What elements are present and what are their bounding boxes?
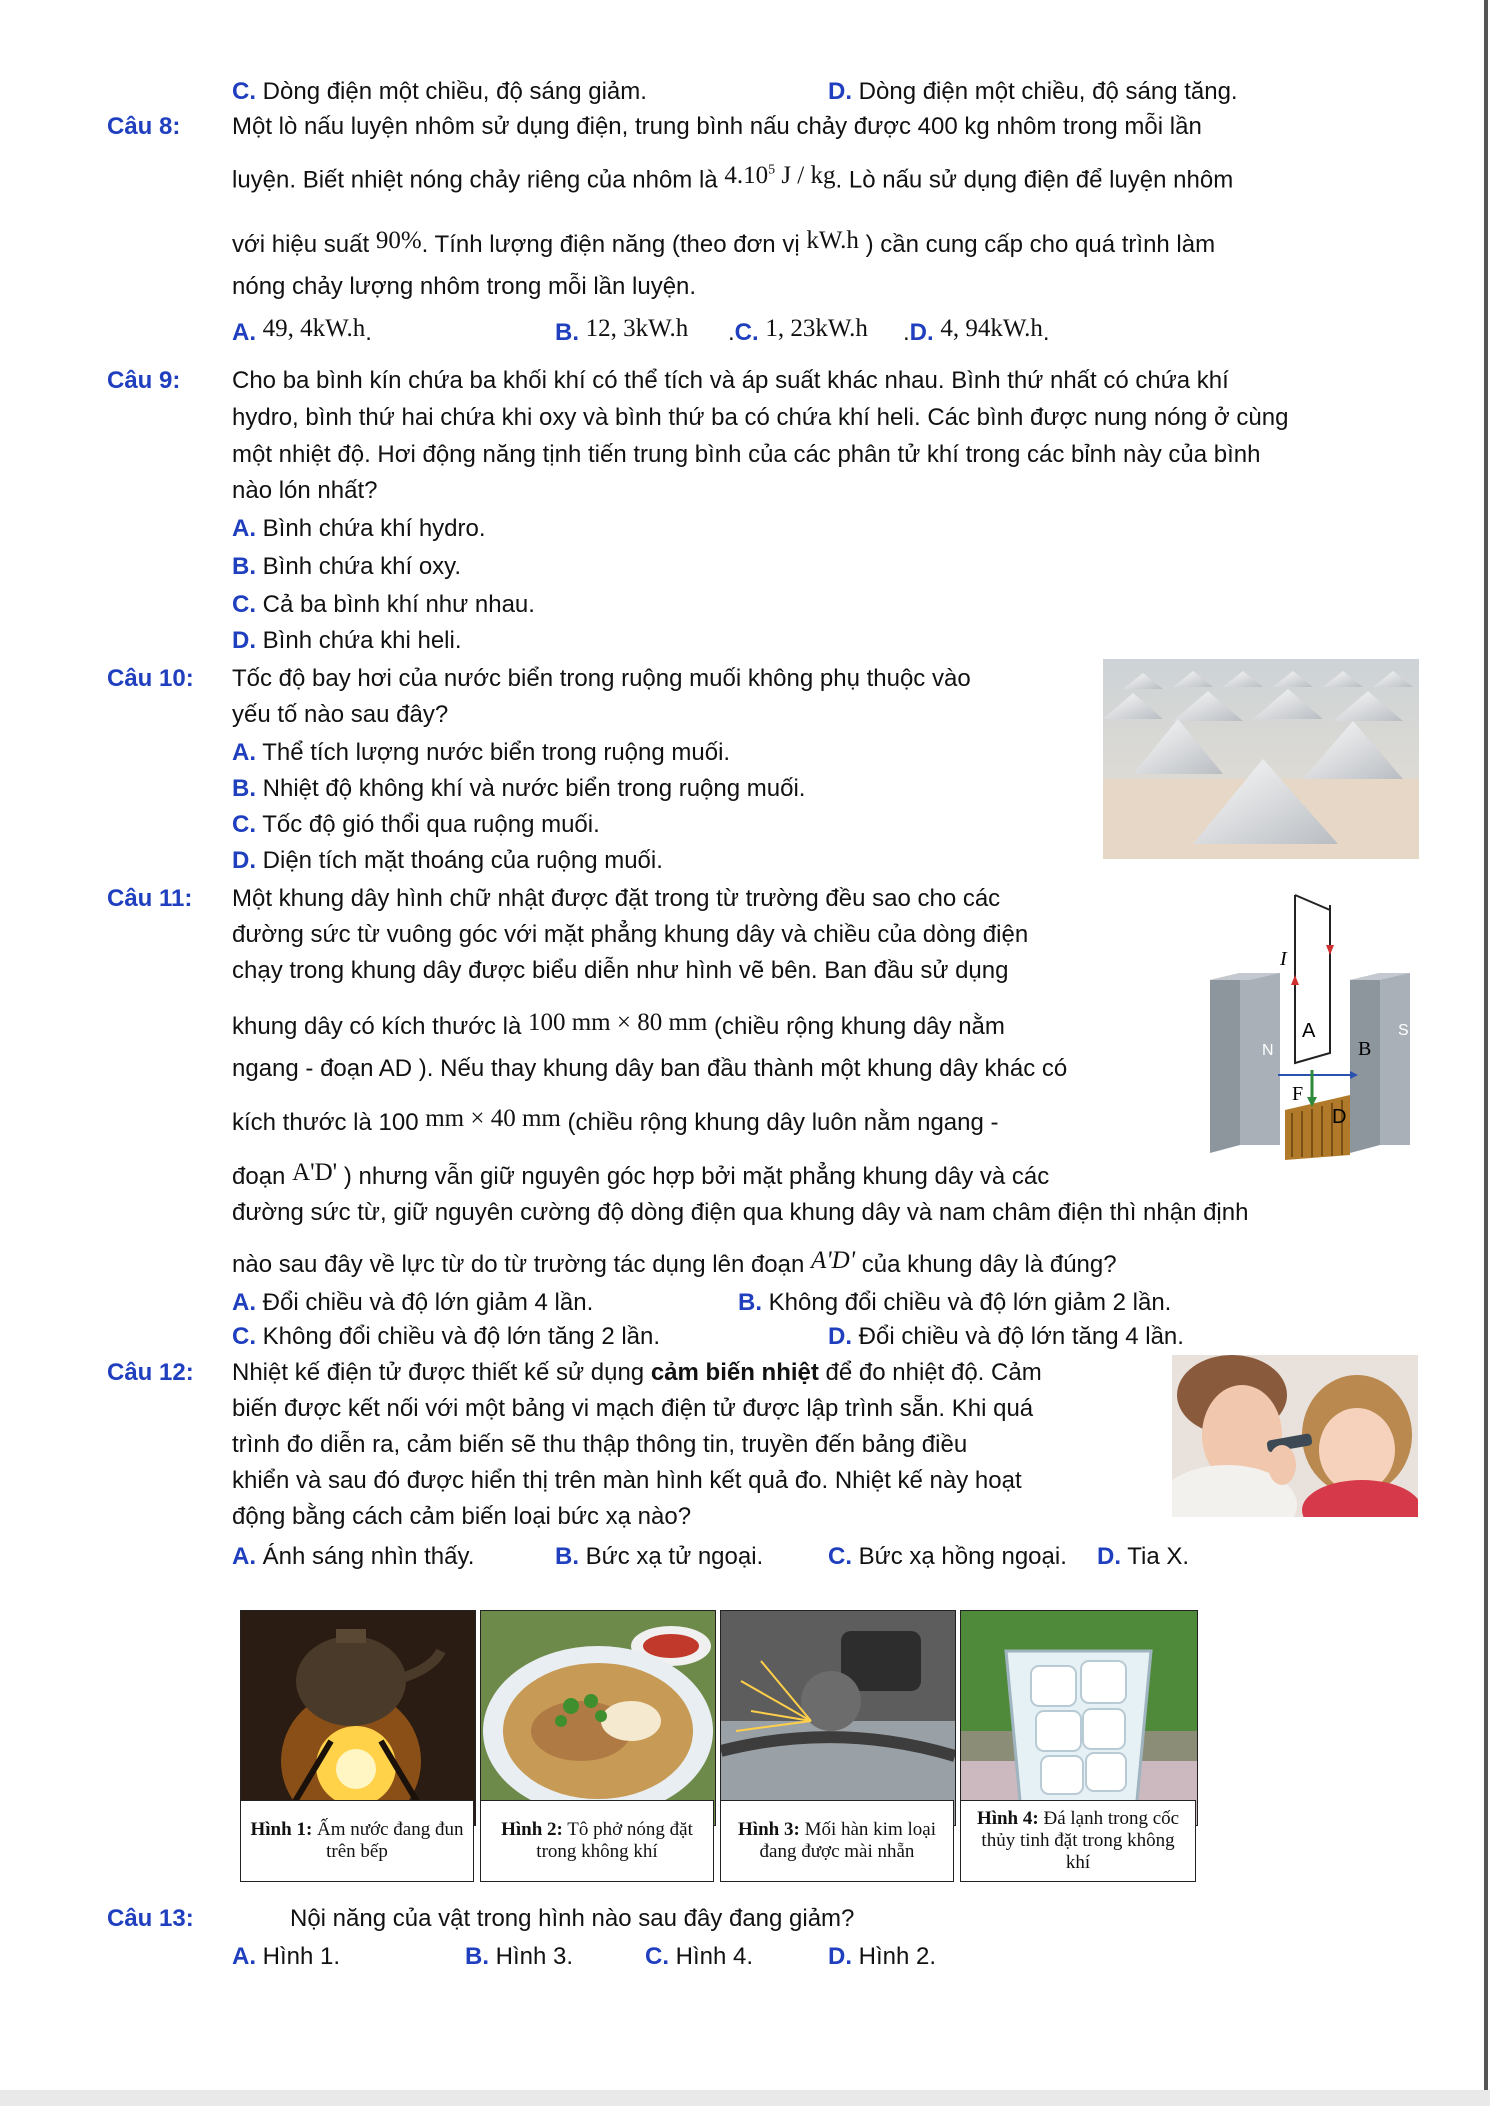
q11-option-c[interactable]: C. Không đổi chiều và độ lớn tăng 2 lần. bbox=[232, 1323, 661, 1350]
q8-option-d[interactable]: .D. 4, 94kW.h. bbox=[903, 315, 1050, 346]
q10-option-b[interactable]: B. Nhiệt độ không khí và nước biển trong ruộng muối. bbox=[232, 775, 806, 802]
q11-line: chạy trong khung dây được biểu diễn như hình vẽ bên. Ban đầu sử dụng bbox=[232, 957, 1009, 984]
q11-option-a[interactable]: A. Đổi chiều và độ lớn giảm 4 lần. bbox=[232, 1289, 594, 1316]
q8-option-a[interactable]: A. 49, 4kW.h. bbox=[232, 315, 372, 346]
q13-option-a[interactable]: A. Hình 1. bbox=[232, 1943, 341, 1970]
label-current: I bbox=[1280, 948, 1287, 970]
q8-line: nóng chảy lượng nhôm trong mỗi lần luyện. bbox=[232, 273, 697, 300]
q12-label: Câu 12: bbox=[107, 1359, 194, 1386]
q11-line: nào sau đây về lực từ do từ trường tác dụng lên đoạn A'D' của khung dây là đúng? bbox=[232, 1247, 1117, 1278]
q11-line: kích thước là 100 mm × 40 mm (chiều rộng khung dây luôn nằm ngang - bbox=[232, 1105, 999, 1136]
figure-2-caption: Hình 2: Tô phở nóng đặt trong không khí bbox=[480, 1800, 714, 1882]
figure-2-pho bbox=[480, 1610, 716, 1826]
salt-field-photo bbox=[1103, 659, 1419, 859]
q11-line: đường sức từ vuông góc với mặt phẳng khung dây và chiều của dòng điện bbox=[232, 921, 1029, 948]
label-a: A bbox=[1302, 1020, 1316, 1042]
q10-line: Tốc độ bay hơi của nước biển trong ruộng muối không phụ thuộc vào bbox=[232, 665, 971, 692]
q9-line: nào lón nhất? bbox=[232, 477, 378, 504]
q10-option-c[interactable]: C. Tốc độ gió thổi qua ruộng muối. bbox=[232, 811, 600, 838]
q8-option-c[interactable]: .C. 1, 23kW.h bbox=[728, 315, 868, 346]
q12-option-d[interactable]: D. Tia X. bbox=[1097, 1543, 1190, 1570]
q9-option-b[interactable]: B. Bình chứa khí oxy. bbox=[232, 553, 462, 580]
q11-option-d[interactable]: D. Đổi chiều và độ lớn tăng 4 lần. bbox=[828, 1323, 1184, 1350]
q13-option-b[interactable]: B. Hình 3. bbox=[465, 1943, 574, 1970]
label-south: S bbox=[1398, 1022, 1409, 1039]
q12-line: khiển và sau đó được hiển thị trên màn hình kết quả đo. Nhiệt kế này hoạt bbox=[232, 1467, 1022, 1494]
q9-line: hydro, bình thứ hai chứa khi oxy và bình thứ ba có chứa khí heli. Các bình được nung nóng ở cùng bbox=[232, 404, 1289, 431]
q12-option-a[interactable]: A. Ánh sáng nhìn thấy. bbox=[232, 1543, 475, 1570]
q9-option-c[interactable]: C. Cả ba bình khí như nhau. bbox=[232, 591, 535, 618]
q11-line: đoạn A'D' ) nhưng vẫn giữ nguyên góc hợp bởi mặt phẳng khung dây và các bbox=[232, 1159, 1050, 1190]
q9-option-d[interactable]: D. Bình chứa khi heli. bbox=[232, 627, 462, 654]
q11-line: Một khung dây hình chữ nhật được đặt trong từ trường đều sao cho các bbox=[232, 885, 1001, 912]
label-d: D bbox=[1332, 1106, 1347, 1128]
q8-label: Câu 8: bbox=[107, 113, 181, 140]
q7-option-d[interactable]: D. Dòng điện một chiều, độ sáng tăng. bbox=[828, 78, 1238, 105]
q11-line: ngang - đoạn AD ). Nếu thay khung dây ban đầu thành một khung dây khác có bbox=[232, 1055, 1068, 1082]
q12-line: biến được kết nối với một bảng vi mạch điện tử được lập trình sẵn. Khi quá bbox=[232, 1395, 1034, 1422]
figure-1-kettle bbox=[240, 1610, 476, 1826]
magnet-coil-diagram bbox=[1200, 885, 1420, 1160]
label-north: N bbox=[1262, 1042, 1274, 1059]
q12-option-b[interactable]: B. Bức xạ tử ngoại. bbox=[555, 1543, 764, 1570]
label-b: B bbox=[1358, 1038, 1372, 1060]
q13-label: Câu 13: bbox=[107, 1905, 194, 1932]
q13-option-c[interactable]: C. Hình 4. bbox=[645, 1943, 754, 1970]
label-f: F bbox=[1292, 1083, 1304, 1105]
q9-line: Cho ba bình kín chứa ba khối khí có thể tích và áp suất khác nhau. Bình thứ nhất có chứa khí bbox=[232, 367, 1229, 394]
q8-option-b[interactable]: B. 12, 3kW.h bbox=[555, 315, 689, 346]
heat-value: 4.10$^5$ J / kg bbox=[724, 162, 836, 190]
figure-1-caption: Hình 1: Ấm nước đang đun trên bếp bbox=[240, 1800, 474, 1882]
figure-4-caption: Hình 4: Đá lạnh trong cốc thủy tinh đặt trong không khí bbox=[960, 1800, 1196, 1882]
figure-3-caption: Hình 3: Mối hàn kim loại đang được mài nhẵn bbox=[720, 1800, 954, 1882]
q10-line: yếu tố nào sau đây? bbox=[232, 701, 449, 728]
q12-line: động bằng cách cảm biến loại bức xạ nào? bbox=[232, 1503, 692, 1530]
q11-line: khung dây có kích thước là 100 mm × 80 mm (chiều rộng khung dây nằm bbox=[232, 1009, 1005, 1040]
q10-label: Câu 10: bbox=[107, 665, 194, 692]
q11-option-b[interactable]: B. Không đổi chiều và độ lớn giảm 2 lần. bbox=[738, 1289, 1172, 1316]
q8-line: với hiệu suất 90%. Tính lượng điện năng (theo đơn vị kW.h ) cần cung cấp cho quá trình làm bbox=[232, 227, 1216, 258]
figure-3-welding bbox=[720, 1610, 956, 1826]
q13-option-d[interactable]: D. Hình 2. bbox=[828, 1943, 937, 1970]
q9-label: Câu 9: bbox=[107, 367, 181, 394]
q13-line: Nội năng của vật trong hình nào sau đây đang giảm? bbox=[290, 1905, 855, 1932]
q7-option-c[interactable]: C. Dòng điện một chiều, độ sáng giảm. bbox=[232, 78, 647, 105]
q8-line: Một lò nấu luyện nhôm sử dụng điện, trung bình nấu chảy được 400 kg nhôm trong mỗi lần bbox=[232, 113, 1202, 140]
figure-4-ice bbox=[960, 1610, 1198, 1826]
q10-option-d[interactable]: D. Diện tích mặt thoáng của ruộng muối. bbox=[232, 847, 663, 874]
q8-line: luyện. Biết nhiệt nóng chảy riêng của nhôm là 4.10$^5$ J / kg. Lò nấu sử dụng điện để luyện nhôm bbox=[232, 162, 1234, 194]
q11-label: Câu 11: bbox=[107, 885, 193, 912]
q11-line: đường sức từ, giữ nguyên cường độ dòng điện qua khung dây và nam châm điện thì nhận định bbox=[232, 1199, 1249, 1226]
q12-line: trình đo diễn ra, cảm biến sẽ thu thập thông tin, truyền đến bảng điều bbox=[232, 1431, 968, 1458]
page-right-border bbox=[1484, 0, 1488, 2106]
q12-option-c[interactable]: C. Bức xạ hồng ngoại. bbox=[828, 1543, 1067, 1570]
q9-line: một nhiệt độ. Hơi động năng tịnh tiến trung bình của các phân tử khí trong các bỉnh này của bình bbox=[232, 441, 1261, 468]
q10-option-a[interactable]: A. Thể tích lượng nước biển trong ruộng muối. bbox=[232, 739, 731, 766]
q9-option-a[interactable]: A. Bình chứa khí hydro. bbox=[232, 515, 486, 542]
thermometer-photo bbox=[1172, 1355, 1418, 1517]
q12-line: Nhiệt kế điện tử được thiết kế sử dụng cảm biến nhiệt để đo nhiệt độ. Cảm bbox=[232, 1359, 1042, 1386]
page-bottom-band bbox=[0, 2090, 1490, 2106]
